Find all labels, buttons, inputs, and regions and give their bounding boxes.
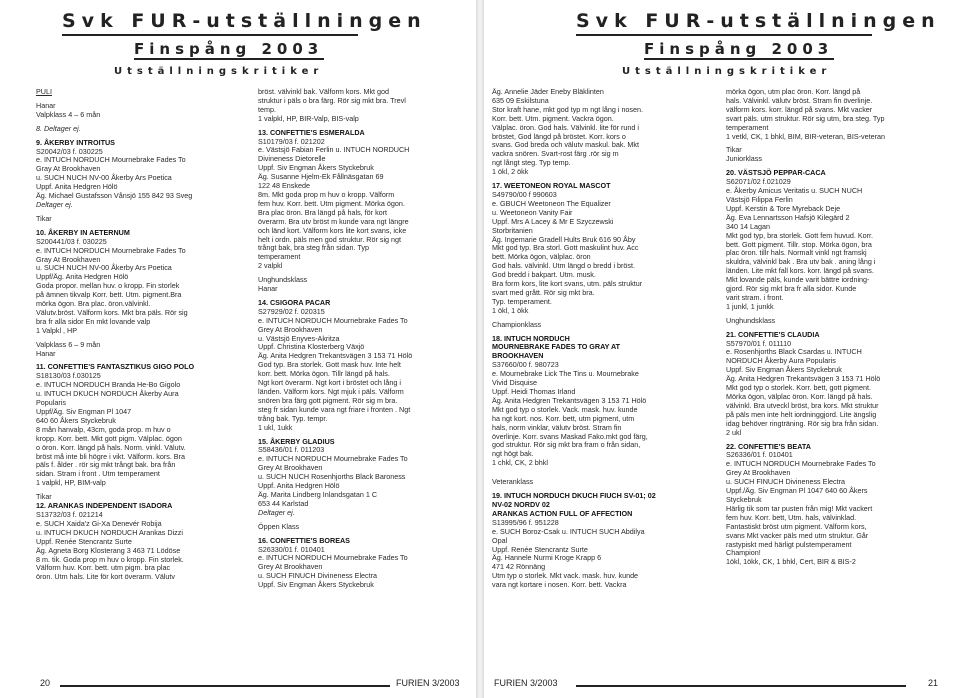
text-column	[492, 88, 718, 670]
text-line: S200441/03 f. 030225	[36, 236, 107, 246]
text-line: Hanar	[36, 348, 56, 358]
section-title: Utställningskritiker	[622, 66, 832, 77]
entry-heading: 22. CONFETTIE'S BEATA	[726, 441, 811, 451]
text-line: u. SUCH NUCH Rosenhjorths Black Baroness	[258, 472, 406, 482]
text-line: svans. God breda och välutv maskul. bak. Mkt	[492, 140, 640, 150]
text-line: Popularis	[36, 398, 66, 408]
text-line: sidan. Stram i front . Utm temperament	[36, 469, 160, 479]
text-line: korr. bett. Mörka ögon. Tillr längd på hals.	[258, 369, 390, 379]
text-line: Utm typ o storlek. Mkt vack. mask. huv. kunde	[492, 571, 639, 581]
text-line: Äg. Agneta Borg Klosterang 3 463 71 Lödöse	[36, 545, 181, 555]
text-line: Äg. Eva Lennartsson Hafsjö Kilegärd 2	[726, 212, 850, 222]
text-line: e. Mournebrake Lick The Tins u. Mournebrake	[492, 369, 639, 379]
text-line: 8. Deltager ej.	[36, 123, 81, 133]
text-line: på päls men inte helt iordninggjord. Lite ängslig	[726, 409, 877, 419]
text-line: Välutv.bröst. Välform kors. Mkt bra päls. Rör sig	[36, 307, 188, 317]
text-line: u. INTUCH DKUCH NORDUCH Arankas Dizzi	[36, 527, 183, 537]
text-line: päls f. ålder . rör sig mkt trångt bak. bra från	[36, 460, 176, 470]
book-gutter	[476, 0, 484, 698]
text-line: God hals. välvinkl. Utm längd o bredd i bröst.	[492, 261, 636, 271]
text-line: varit stram. i front.	[726, 292, 784, 302]
text-line: 8m. Mkt goda prop m huv o kropp. Välform	[258, 189, 395, 199]
page-number: 21	[928, 678, 939, 688]
text-line: S18130/03 f.030125	[36, 371, 101, 381]
text-line: skuldra, välvinkl bak . Bra utv bak . aning lång i	[726, 257, 876, 267]
text-line: vara ngt kortare i nosen. Korr. bett. Vackra	[492, 580, 627, 590]
text-line: 1 valpkl, HP, BIR-Valp, BIS-valp	[258, 113, 359, 123]
text-line: e. INTUCH NORDUCH Mournebrake Fades To	[258, 454, 408, 464]
text-line: Uppf. Christina Klosterberg Växjö	[258, 342, 365, 352]
text-line: Uppf. Heidi Thomas Irland	[492, 387, 576, 396]
text-line: Äg. Marita Lindberg Inlandsgatan 1 C	[258, 489, 378, 499]
text-column	[36, 88, 248, 670]
entry-heading: 15. ÅKERBY GLADIUS	[258, 436, 335, 446]
text-line: e. INTUCH NORDUCH Mournebrake Fades To	[36, 155, 186, 165]
text-line: bett. Mörka ögon, välplac. öron	[492, 252, 591, 262]
text-line: 1 Valpkl , HP	[36, 325, 78, 335]
text-line: 1 valpkl, HP, BIM-valp	[36, 478, 106, 488]
text-line: e. INTUCH NORDUCH Mournebrake Fades To	[726, 459, 876, 469]
text-line: Mkt lovande päls, kunde varit bättre iordning-	[726, 275, 870, 285]
text-line: svart med grått. Rör sig mkt bra.	[492, 287, 595, 297]
text-line: överarm. Bra utv bröst m kunde vara ngt längre	[258, 216, 409, 226]
entry-heading: 10. ÅKERBY IN AETERNUM	[36, 227, 130, 237]
text-line: bröst må inte bli högre i vikt. Välform. kors. Bra	[36, 451, 185, 461]
text-line: svans Mkt vacker päls med utm struktur. Går	[726, 530, 869, 540]
text-line: Valpklass 6 – 9 mån	[36, 339, 101, 349]
text-line: Öppen Klass	[258, 521, 300, 531]
text-line: öron. Utm hals. Lite för kort överarm. Välutv	[36, 572, 176, 582]
entry-heading: 12. ARANKAS INDEPENDENT ISADORA	[36, 501, 173, 511]
text-line: 1 vetkl, CK, 1 bhkl, BIM, BIR-veteran, BIS-veteran	[726, 131, 885, 141]
text-line: länden. Lite mkt fall kors. korr. längd på svans.	[726, 266, 874, 276]
text-line: Valpklass 4 – 6 mån	[36, 109, 101, 119]
text-line: u. SUCH FINUCH Divineness Electra	[258, 571, 378, 581]
text-line: Tikar	[36, 492, 52, 502]
text-line: 2 valpkl	[258, 261, 283, 271]
text-line: Gray At Brookhaven	[36, 164, 101, 174]
text-line: 1 ökl, 1 ökk	[492, 305, 529, 315]
text-line: trångt bak, bra steg från sidan. Typ	[258, 243, 369, 253]
text-line: plac öron. tillr hals. Normalt vinkl ngt framskj	[726, 248, 867, 258]
text-line: Uppf. Renée Stencrantz Surte	[492, 544, 588, 554]
text-line: Korr. bett. Utm. pigment. Vackra ögon.	[492, 113, 614, 123]
text-line: 471 42 Rönnäng	[492, 562, 546, 572]
magazine-issue: FURIEN 3/2003	[494, 678, 558, 688]
text-line: god struktur. Rör sig mkt bra fram o från sidan,	[492, 440, 641, 450]
text-line: Storbritanien	[492, 225, 533, 235]
text-line: Fantastiskt bröst utm pigment. Välform kors,	[726, 521, 867, 531]
entry-heading: ARANKAS ACTION FULL OF AFFECTION	[492, 508, 633, 518]
entry-heading: 11. CONFETTIE'S FANTASZTIKUS GIGO POLO	[36, 362, 195, 372]
section-title: Utställningskritiker	[114, 66, 324, 77]
text-line: Äg. Hannele Nurmi Kroge Krapp 6	[492, 553, 602, 563]
entry-heading: NV-02 NORDV 02	[492, 499, 550, 509]
text-line: e. INTUCH NORDUCH Mournebrake Fades To	[258, 315, 408, 325]
text-line: fem huv. Korr. bett. Utm pigment. Mörka ögon.	[258, 198, 405, 208]
text-line: bett. Gott pigment. Tillr. stop. Mörka ögon, bra	[726, 239, 872, 249]
text-line: Äg. Anita Hedgren Trekantsvägen 3 153 71 Hölö	[258, 351, 413, 361]
text-line: vackra snören. Svart-rost färg .rör sig m	[492, 149, 619, 159]
text-line: bra fr alla sidor En mkt lovande valp	[36, 316, 151, 326]
text-line: Mkt god typ o storlek. Vack. mask. huv. kunde	[492, 404, 638, 414]
text-line: mörka ögon, utm plac öron. Korr. längd på	[726, 88, 861, 96]
text-line: S27929/02 f. 020315	[258, 306, 325, 316]
text-line: 1 ukl, 1ukk	[258, 422, 293, 432]
text-line: u. SUCH NUCH NV-00 Åkerby Ars Poetica	[36, 263, 172, 273]
text-line: God typ. Bra storlek. Gott mask huv. Inte helt	[258, 360, 401, 370]
text-line: Veteranklass	[492, 477, 534, 487]
text-line: Championklass	[492, 319, 542, 329]
text-line: Uppf. Anita Hedgren Hölö	[36, 182, 118, 192]
text-line: Mkt god typ. Bra storl. Gott maskulint huv. Acc	[492, 243, 639, 253]
text-line: Mkt god typ o storlek. Korr. bett, gott pigment.	[726, 383, 872, 393]
text-line: Grey At Brookhaven	[258, 463, 323, 473]
text-line: temp.	[258, 104, 276, 114]
text-line: struktur i päls o bra färg. Rör sig mkt bra. Trevl	[258, 95, 406, 105]
text-line: 8 mån hanvalp, 43cm, goda prop. m huv o	[36, 424, 171, 434]
text-line: e. SUCH Xaida'z Gi-Xa Denevér Robija	[36, 518, 162, 528]
text-line: Uppf/Äg. Siv Engman Pl 1047	[36, 407, 132, 416]
entry-heading: 19. INTUCH NORDUCH DKUCH FIUCH SV-01; 02	[492, 491, 656, 501]
text-line: länden. Välform kors. Ngt mjuk i päls. Välform	[258, 387, 404, 396]
left-page	[0, 0, 476, 698]
text-line: bröstet, God längd på bröstet. Korr. kors o	[492, 131, 626, 141]
text-line: hals, norm vinklar, välutv bröst. Stram fin	[492, 422, 622, 432]
entry-heading: 14. CSIGORA PACAR	[258, 297, 331, 307]
entry-heading: 17. WEETONEON ROYAL MASCOT	[492, 181, 611, 191]
text-line: Stor kraft hane, mkt god typ m ngt lång i nosen.	[492, 104, 644, 114]
text-line: idag behöver ringträning. Rör sig bra från sidan.	[726, 418, 879, 428]
text-line: 1 chkl, CK, 2 bhkl	[492, 458, 548, 468]
text-line: helt i ordn. päls men god struktur. Rör sig ngt	[258, 234, 402, 244]
text-line: 635 09 Eskilstuna	[492, 95, 549, 105]
text-line: Äg. Annelie Jäder Eneby Bläklinten	[492, 88, 604, 96]
text-line: Uppf. Kerstin & Tore Myreback Deje	[726, 203, 841, 213]
text-line: Bra form kors, lite kort svans, utm. päls struktur	[492, 279, 643, 289]
text-line: Bra plac öron. Bra längd på hals, för kort	[258, 207, 388, 217]
text-line: Uppf. Mrs A Lacey & Mr E Szyczewski	[492, 216, 614, 226]
text-line: Västsjö Filippa Ferlin	[726, 194, 793, 204]
text-line: temperament	[726, 122, 769, 132]
text-line: o öron. Korr. längd på hals. Norm. vinkl. Välutv.	[36, 442, 186, 452]
text-line: svart päls. utm struktur. Rör sig utm, bra steg. Typ	[726, 113, 885, 123]
text-line: e. Västsjö Fabian Ferlin u. INTUCH NORDUCH	[258, 145, 410, 155]
text-line: Vivid Disquise	[492, 378, 538, 388]
header-rule	[644, 58, 834, 60]
text-line: Mkt god typ, bra storlek. Gott fem huvud. Korr.	[726, 230, 874, 240]
text-line: ha ngt kort. nos. Korr. bett, utm pigment, utm	[492, 413, 635, 423]
text-line: e. Åkerby Amicus Veritatis u. SUCH NUCH	[726, 186, 863, 196]
text-line: Unghundsklass	[258, 275, 308, 285]
text-line: 2 ukl	[726, 427, 742, 437]
text-line: ngt högt bak.	[492, 449, 534, 459]
text-line: Härlig tik som tar pusten från mig! Mkt vackert	[726, 503, 873, 513]
text-line: u. SUCH FINUCH Divineness Electra	[726, 477, 846, 487]
text-line: Deltager ej.	[258, 507, 295, 517]
text-line: Uppf. Anita Hedgren Hölö	[258, 481, 340, 491]
header-subtitle: Finspång 2003	[134, 40, 324, 58]
text-line: gjord. Rör sig mkt bra fr alla sidor. Kunde	[726, 284, 857, 294]
text-line: u. SUCH NUCH NV-00 Åkerby Ars Poetica	[36, 173, 172, 183]
text-line: Hanar	[258, 284, 278, 294]
text-column	[258, 88, 470, 670]
text-line: bröst. välvinkl bak. Välform kors. Mkt god	[258, 88, 390, 96]
text-line: Uppf. Siv Engman Åkers Styckebruk	[258, 580, 374, 590]
header-rule	[62, 34, 358, 36]
text-line: Äg. Susanne Hjelm-Ek Fållnäsgatan 69	[258, 172, 384, 182]
text-line: Äg. Ingemarie Gradell Hults Bruk 616 90 Åby	[492, 234, 636, 244]
text-line: 1 junkl, 1 junkk	[726, 301, 774, 311]
text-line: S37660/00 f. 980723	[492, 360, 559, 370]
text-line: Uppf. Renée Stencrantz Surte	[36, 536, 132, 546]
entry-heading: 18. INTUCH NORDUCH	[492, 333, 570, 343]
text-line: S26336/01 f. 010401	[726, 450, 793, 460]
text-line: 1 ökl, 2 ökk	[492, 167, 529, 177]
footer-rule	[576, 685, 906, 687]
text-line: Grey At Brookhaven	[726, 468, 791, 478]
text-line: Välform huv. Korr. bett. utm pigm. bra plac	[36, 563, 171, 573]
text-line: Styckebruk	[726, 494, 762, 504]
text-line: Typ. temperament.	[492, 296, 552, 306]
text-line: Gray At Brookhaven	[36, 254, 101, 264]
text-line: Äg. Anita Hedgren Trekantsvägen 3 153 71 Hölö	[492, 395, 647, 405]
text-line: 340 14 Lagan	[726, 221, 770, 231]
text-line: Deltager ej.	[36, 199, 73, 209]
entry-heading: 21. CONFETTIE'S CLAUDIA	[726, 329, 820, 339]
text-line: Grey At Brookhaven	[258, 324, 323, 334]
text-line: S62071/02 f.021029	[726, 177, 791, 187]
text-line: mörka ögon. Bra plac. öron.välvinkl.	[36, 299, 151, 309]
text-line: Ngt kort överarm. Ngt kort i bröstet och lång i	[258, 378, 402, 388]
text-line: u. Weetoneon Vanity Fair	[492, 207, 573, 217]
entry-heading: 13. CONFETTIE'S ESMERALDA	[258, 127, 365, 137]
text-line: temperament	[258, 252, 301, 262]
text-line: 122 48 Enskede	[258, 181, 310, 191]
text-line: överlinje. Korr. svans Maskad Fako.mkt god färg,	[492, 431, 648, 441]
text-line: Mörka ögon, välplac öron. Korr. längd på hals.	[726, 392, 873, 401]
text-column	[726, 88, 952, 670]
text-line: och länd kort. Välform kors lite kort svans, icke	[258, 225, 407, 235]
entry-heading: 9. ÅKERBY INTROITUS	[36, 137, 115, 147]
text-line: fem huv. Korr. bett, Utm. hals, välvinklad.	[726, 512, 857, 522]
entry-heading: 20. VÄSTSJÖ PEPPAR-CACA	[726, 168, 826, 178]
text-line: Unghundsklass	[726, 315, 776, 325]
text-line: e. GBUCH Weetoneon The Equalizer	[492, 198, 611, 208]
text-line: Uppf. Siv Engman Åkers Styckebruk	[258, 163, 374, 173]
text-line: S10179/03 f. 021202	[258, 136, 325, 146]
header-subtitle: Finspång 2003	[644, 40, 834, 58]
text-line: 653 44 Karlstad	[258, 498, 309, 508]
text-line: S26330/01 f. 010401	[258, 544, 325, 554]
text-line: välvinkl. Bra utveckl bröst, bra kors. Mkt struktur	[726, 400, 879, 410]
text-line: Tikar	[36, 213, 52, 223]
text-line: kropp. Korr. bett. Mkt gott pigm. Välplac. ögon	[36, 433, 182, 443]
text-line: NORDUCH Åkerby Aura Popularis	[726, 356, 836, 366]
entry-heading: BROOKHAVEN	[492, 351, 544, 361]
text-line: S58436/01 f. 011203	[258, 445, 325, 455]
text-line: S13732/03 f. 021214	[36, 509, 103, 519]
header-title: Svk FUR-utställningen	[62, 10, 427, 32]
text-line: 8 m. tik. Goda prop m huv o kropp. Fin storlek.	[36, 554, 184, 564]
header-rule	[576, 34, 872, 36]
text-line: Uppf/Äg. Anita Hedgren Hölö	[36, 272, 129, 282]
page-number: 20	[40, 678, 51, 688]
magazine-issue: FURIEN 3/2003	[396, 678, 460, 688]
right-page	[484, 0, 960, 698]
text-line: u. Västsjö Enyves-Akritza	[258, 333, 340, 343]
text-line: 1ökl, 1ökk, CK, 1 bhkl, Cert, BIR & BIS-2	[726, 557, 856, 567]
text-line: Uppf./Äg. Siv Engman Pl 1047 640 60 Åkers	[726, 486, 868, 496]
text-line: S49790/00 f 990603	[492, 189, 557, 199]
text-line: S13995/96 f. 951228	[492, 517, 559, 527]
text-line: 640 60 Åkers Styckebruk	[36, 415, 116, 425]
text-line: Grey At Brookhaven	[258, 562, 323, 572]
text-line: Äg. Anita Hedgren Trekantsvägen 3 153 71 Hölö	[726, 374, 881, 384]
text-line: S20042/03 f. 030225	[36, 146, 103, 156]
text-line: välform kors. korr. längd på svans. Mkt vacker	[726, 104, 873, 114]
text-line: e. INTUCH NORDUCH Mournebrake Fades To	[258, 553, 408, 563]
header-title: Svk FUR-utställningen	[576, 10, 941, 32]
text-line: trång bak. Typ. tempr.	[258, 413, 328, 423]
text-line: Opal	[492, 535, 508, 545]
text-line: God bredd i bakpart. Utm. musk.	[492, 270, 596, 280]
entry-heading: 16. CONFETTIE'S BOREAS	[258, 535, 350, 545]
header-rule	[134, 58, 324, 60]
footer-rule	[60, 685, 390, 687]
text-line: Goda propor. mellan huv. o kropp. Fin storlek	[36, 281, 180, 291]
text-line: e. INTUCH NORDUCH Mournebrake Fades To	[36, 245, 186, 255]
text-line: e. Rosenhjorths Black Csardas u. INTUCH	[726, 347, 862, 357]
text-line: ngt långt steg. Typ temp.	[492, 158, 571, 168]
text-line: snören bra färg gott pigment. Rör sig m bra.	[258, 395, 398, 405]
text-line: e. SUCH Boroz-Csak u. INTUCH SUCH Abdilya	[492, 526, 645, 536]
text-line: Välplac. öron. God hals. Välvinkl. lite för rund i	[492, 122, 640, 132]
entry-heading: MOURNEBRAKE FADES TO GRAY AT	[492, 342, 621, 352]
text-line: Tikar	[726, 145, 742, 155]
text-line: rastypiskt med härligt pulstemperament	[726, 539, 852, 549]
text-line: S57970/01 f. 011110	[726, 338, 792, 348]
text-line: Hanar	[36, 100, 56, 110]
text-line: Divineness Dietorelle	[258, 154, 326, 164]
text-line: Äg. Michael Gustafsson Vånsjö 155 842 93 Sveg	[36, 191, 193, 201]
text-line: e. INTUCH NORDUCH Branda He-Bo Gigolo	[36, 380, 181, 390]
text-line: på ämnen tikvalp Korr. bett. Utm. pigment.Bra	[36, 290, 182, 300]
text-line: PULI	[36, 88, 52, 96]
text-line: Uppf. Siv Engman Åkers Styckebruk	[726, 365, 842, 375]
text-line: hals. Välvinkl. välutv bröst. Stram fin överlinje.	[726, 95, 873, 105]
text-line: u. INTUCH DKUCH NORDUCH Åkerby Aura	[36, 389, 179, 399]
text-line: Juniorklass	[726, 154, 762, 164]
text-line: Champion!	[726, 548, 761, 558]
text-line: steg fr sidan kunde vara ngt friare i fronten . Ngt	[258, 404, 411, 414]
